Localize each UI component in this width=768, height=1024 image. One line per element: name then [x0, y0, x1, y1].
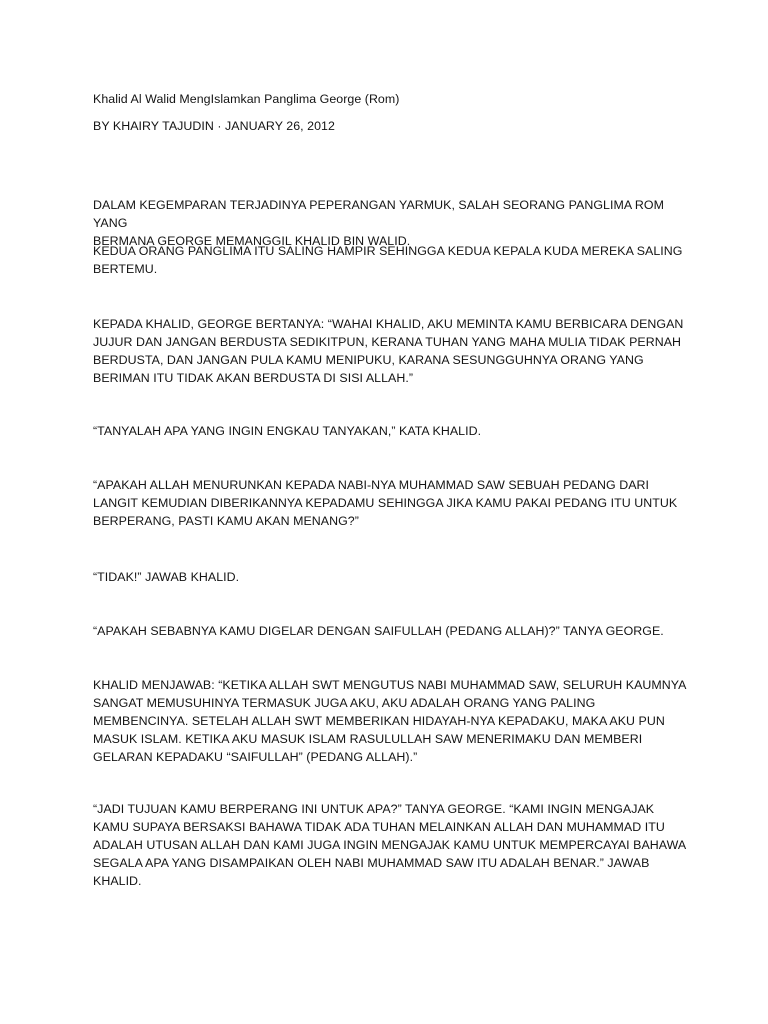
paragraph-2: KEDUA ORANG PANGLIMA ITU SALING HAMPIR SEHINGGA KEDUA KEPALA KUDA MEREKA SALING BERTEMU.: [93, 244, 683, 276]
paragraph-9: “JADI TUJUAN KAMU BERPERANG INI UNTUK APA?” TANYA GEORGE. “KAMI INGIN MENGAJAK KAMU SUPAYA BERSAKSI BAHAWA TIDAK ADA TUHAN MELAINKAN ALLAH DAN MUHAMMAD ITU ADALAH UTUSAN ALLAH DAN KAMI JUGA INGIN MENGAJAK KAMU UNTUK MEMPERCAYAI BAHAWA SEGALA APA YANG DISAMPAIKAN OLEH NABI MUHAMMAD SAW ITU ADALAH BENAR.” JAWAB KHALID.: [93, 802, 687, 888]
paragraph-6: “TIDAK!” JAWAB KHALID.: [93, 570, 240, 584]
paragraph-4: “TANYALAH APA YANG INGIN ENGKAU TANYAKAN,” KATA KHALID.: [93, 424, 482, 438]
document-title: Khalid Al Walid MengIslamkan Panglima George (Rom): [93, 92, 400, 106]
paragraph-3: KEPADA KHALID, GEORGE BERTANYA: “WAHAI KHALID, AKU MEMINTA KAMU BERBICARA DENGAN JUJUR DAN JANGAN BERDUSTA SEDIKITPUN, KERANA TUHAN YANG MAHA MULIA TIDAK PERNAH BERDUSTA, DAN JANGAN PULA KAMU MENIPUKU, KARANA SESUNGGUHNYA ORANG YANG BERIMAN ITU TIDAK AKAN BERDUSTA DI SISI ALLAH.”: [93, 317, 684, 385]
paragraph-1: DALAM KEGEMPARAN TERJADINYA PEPERANGAN YARMUK, SALAH SEORANG PANGLIMA ROM YANG BERMANA GEORGE MEMANGGIL KHALID BIN WALID.: [93, 198, 664, 248]
paragraph-7: “APAKAH SEBABNYA KAMU DIGELAR DENGAN SAIFULLAH (PEDANG ALLAH)?” TANYA GEORGE.: [93, 624, 664, 638]
paragraph-8: KHALID MENJAWAB: “KETIKA ALLAH SWT MENGUTUS NABI MUHAMMAD SAW, SELURUH KAUMNYA SANGAT MEMUSUHINYA TERMASUK JUGA AKU, AKU ADALAH ORANG YANG PALING MEMBENCINYA. SETELAH ALLAH SWT MEMBERIKAN HIDAYAH-NYA KEPADAKU, MAKA AKU PUN MASUK ISLAM. KETIKA AKU MASUK ISLAM RASULULLAH SAW MENERIMAKU DAN MEMBERI GELARAN KEPADAKU “SAIFULLAH” (PEDANG ALLAH).”: [93, 678, 687, 764]
paragraph-5: “APAKAH ALLAH MENURUNKAN KEPADA NABI-NYA MUHAMMAD SAW SEBUAH PEDANG DARI LANGIT KEMUDIAN DIBERIKANNYA KEPADAMU SEHINGGA JIKA KAMU PAKAI PEDANG ITU UNTUK BERPERANG, PASTI KAMU AKAN MENANG?”: [93, 478, 678, 528]
document-byline: BY KHAIRY TAJUDIN · JANUARY 26, 2012: [93, 119, 335, 133]
